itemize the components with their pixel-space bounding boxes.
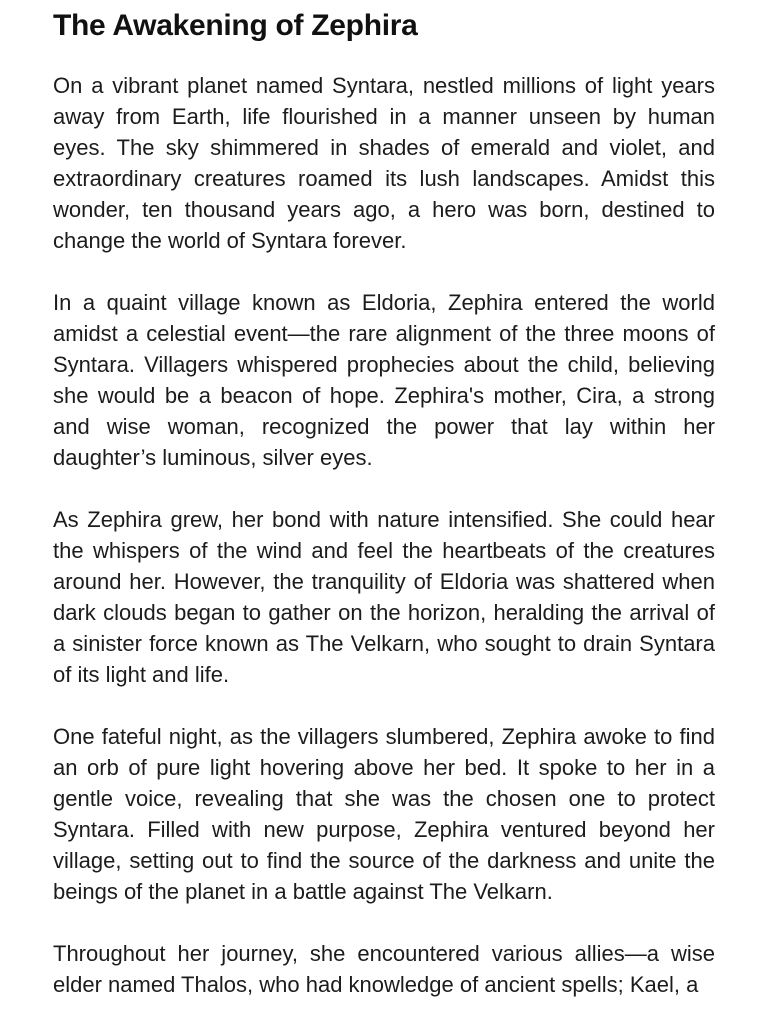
paragraph: As Zephira grew, her bond with nature intensified. She could hear the whispers of the wind and feel the heartbeats of the creatures around her. However, the tranquility of Eldoria was shattered when dark clouds began to gather on the horizon, heralding the arrival of a sinister force known as The Velkarn, who sought to drain Syntara of its light and life. [53,507,715,687]
page-title: The Awakening of Zephira [53,9,418,42]
paragraph: On a vibrant planet named Syntara, nestled millions of light years away from Earth, life flourished in a manner unseen by human eyes. The sky shimmered in shades of emerald and violet, and extraordinary creatures roamed its lush landscapes. Amidst this wonder, ten thousand years ago, a hero was born, destined to change the world of Syntara forever. [53,73,715,253]
paragraph: One fateful night, as the villagers slumbered, Zephira awoke to find an orb of pure light hovering above her bed. It spoke to her in a gentle voice, revealing that she was the chosen one to protect Syntara. Filled with new purpose, Zephira ventured beyond her village, setting out to find the source of the darkness and unite the beings of the planet in a battle against The Velkarn. [53,724,715,904]
document-page [53,6,715,1031]
story-body [53,70,715,1000]
paragraph: In a quaint village known as Eldoria, Zephira entered the world amidst a celestial event—the rare alignment of the three moons of Syntara. Villagers whispered prophecies about the child, believing she would be a beacon of hope. Zephira's mother, Cira, a strong and wise woman, recognized the power that lay within her daughter’s luminous, silver eyes. [53,290,715,470]
paragraph: Throughout her journey, she encountered various allies—a wise elder named Thalos, who had knowledge of ancient spells; Kael, a [53,941,715,997]
